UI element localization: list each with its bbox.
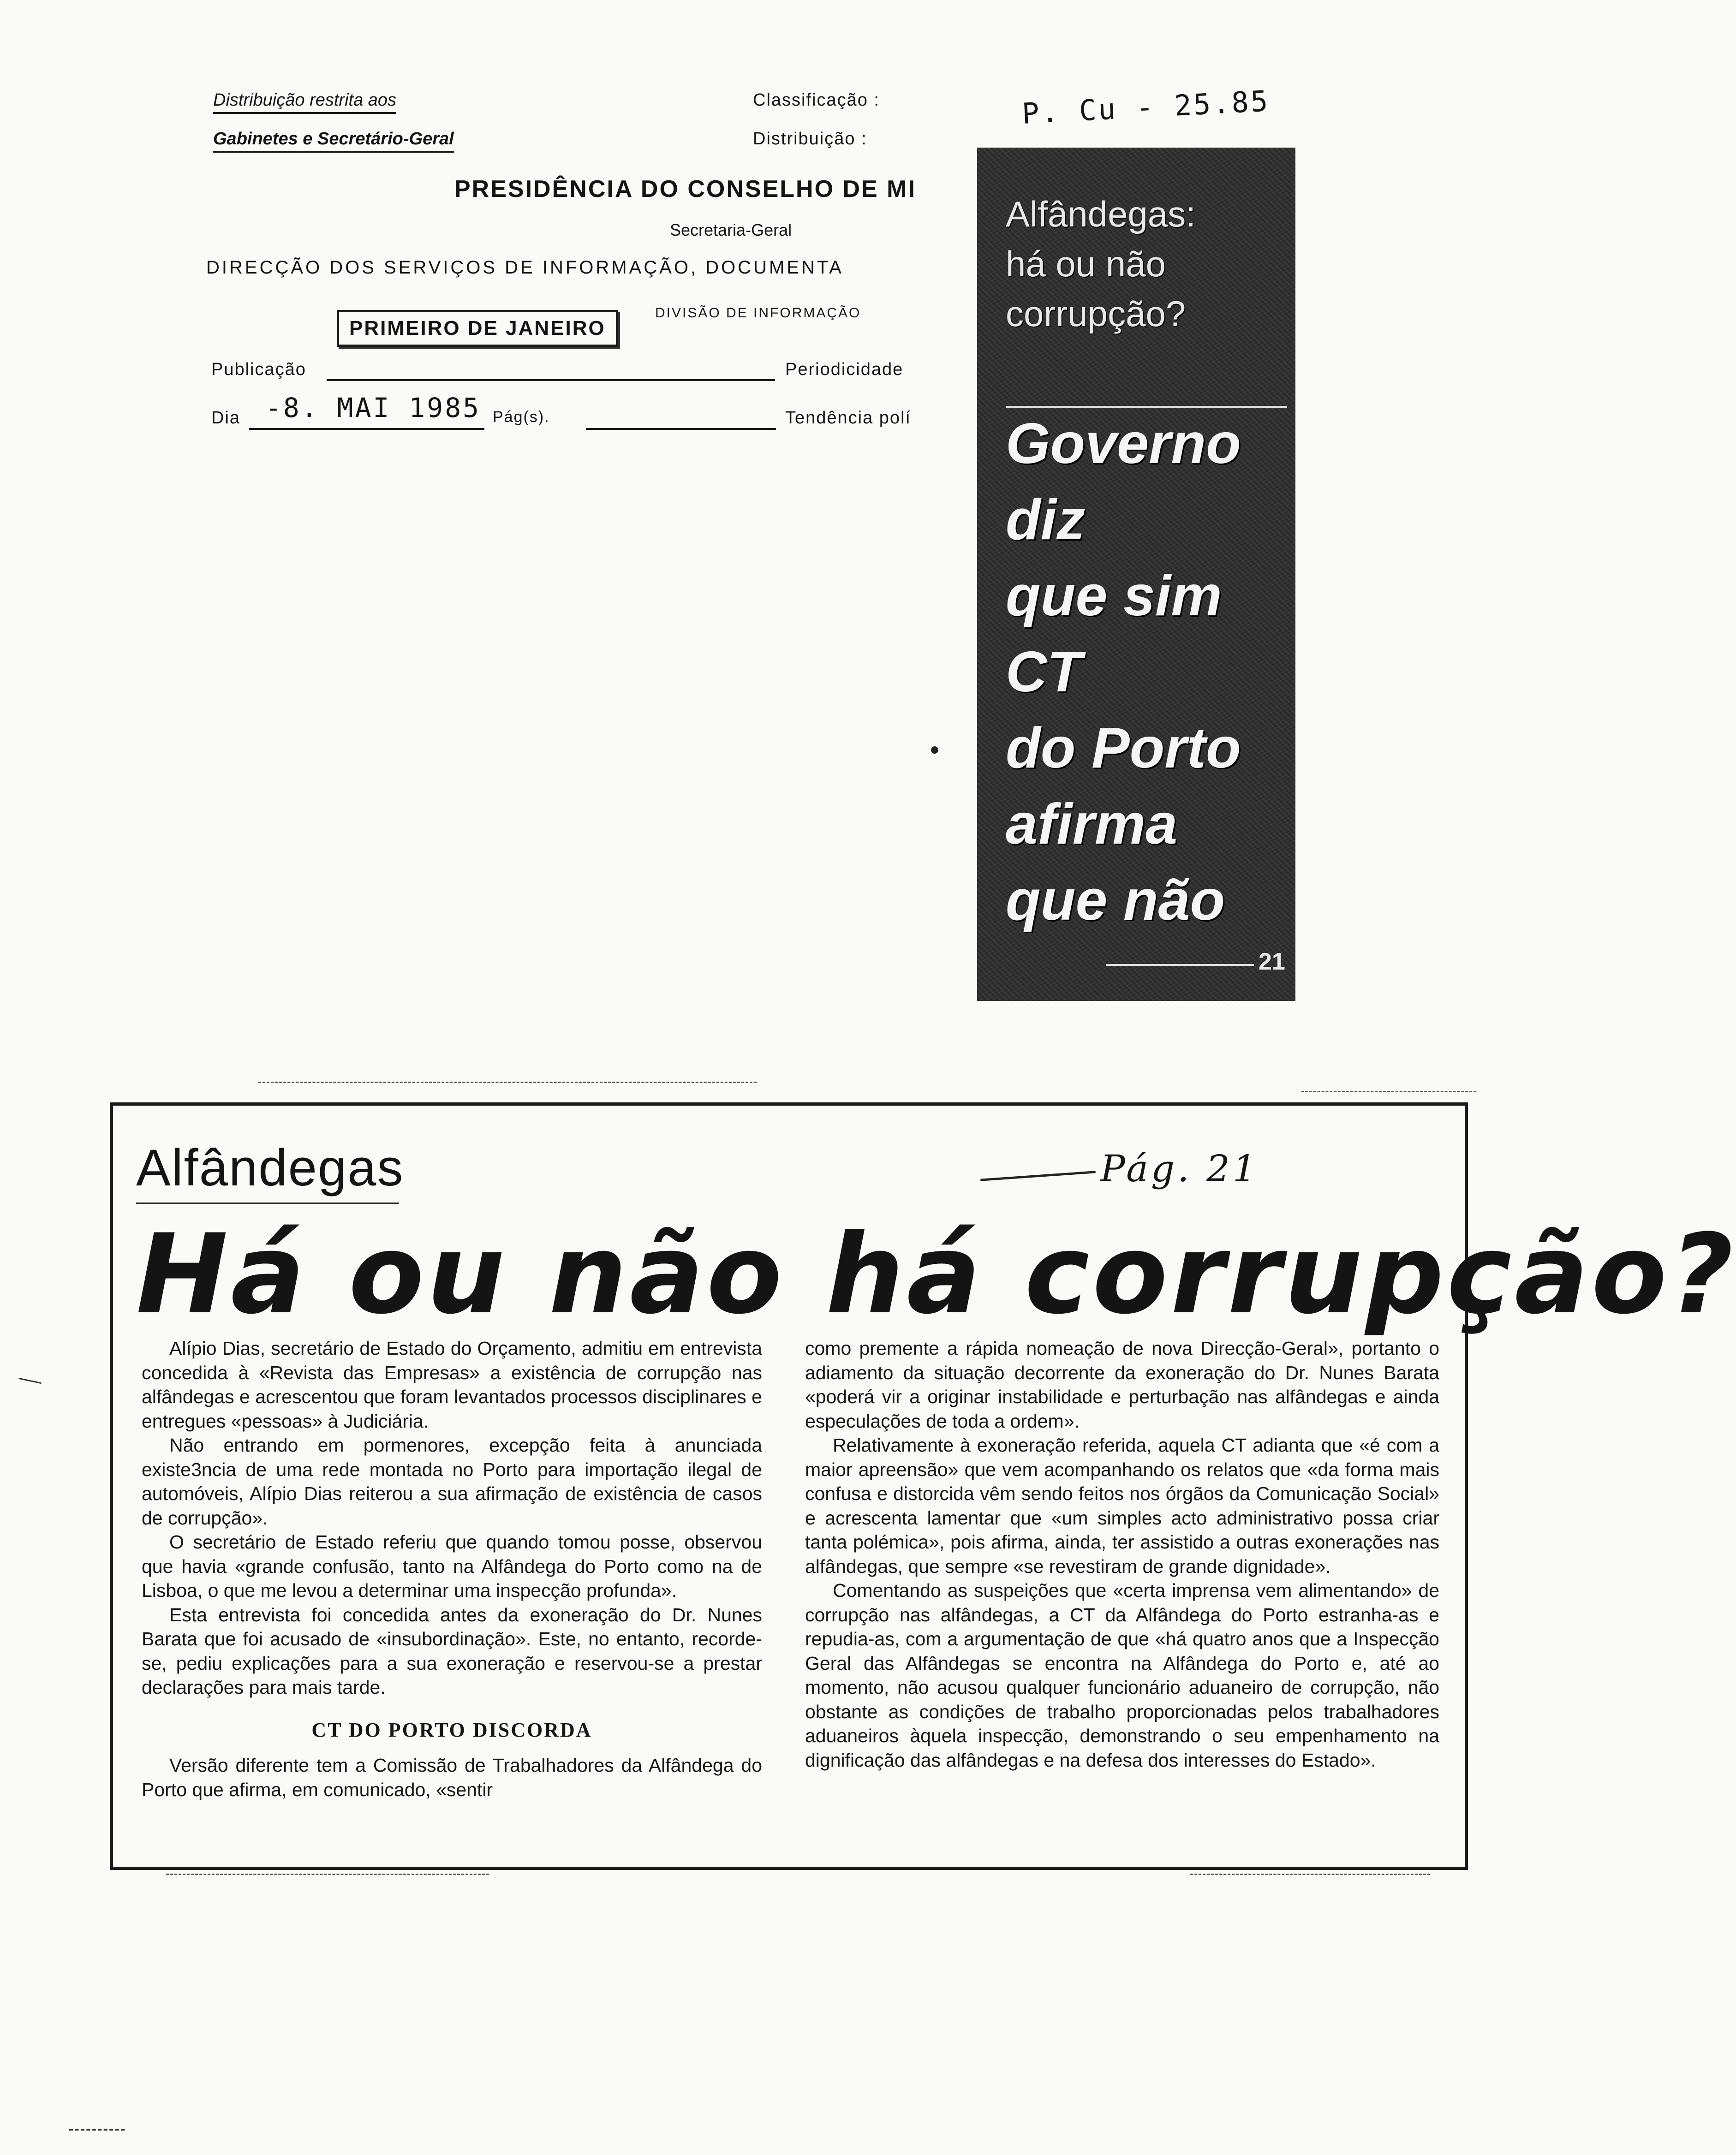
cut-line-dotted — [1190, 1874, 1430, 1875]
clipping-headline — [1006, 406, 1241, 939]
clipping-headline-line: afirma — [1006, 792, 1178, 856]
section-underline — [136, 1203, 399, 1204]
paragraph: Não entrando em pormenores, excepção feita à anunciada existe3ncia de uma rede montada no Porto para importação ilegal de automóveis, Alípio Dias reiterou a sua afirmação de existência de casos de corrupção». — [142, 1435, 762, 1529]
secretaria-geral: Secretaria-Geral — [670, 220, 792, 239]
handwritten-page-value: Pág. 21 — [1100, 1147, 1259, 1190]
publicacao-label: Publicação — [211, 360, 306, 379]
paragraph: O secretário de Estado referiu que quando tomou posse, observou que havia «grande confusão, tanto na Alfândega do Porto como na de Lisboa, o que me levou a determinar uma inspecção profunda». — [142, 1531, 762, 1601]
cut-line-dotted — [258, 1082, 757, 1083]
clipping-headline-line: que não — [1006, 869, 1225, 932]
clipping-headline-line: diz — [1006, 488, 1086, 552]
publicacao-line — [327, 379, 775, 381]
clipping-headline-line: do Porto — [1006, 716, 1241, 780]
section-label: Alfândegas — [136, 1139, 404, 1197]
dia-label: Dia — [211, 408, 241, 428]
handwritten-reference: P. Cu - 25.85 — [1021, 83, 1271, 131]
cut-line-dotted — [166, 1874, 489, 1875]
presidency-title: PRESIDÊNCIA DO CONSELHO DE MI — [454, 176, 916, 202]
article-box — [110, 1102, 1736, 1870]
direccao-servicos: DIRECÇÃO DOS SERVIÇOS DE INFORMAÇÃO, DOCUMENTA — [206, 257, 844, 278]
subheading: CT DO PORTO DISCORDA — [311, 1718, 592, 1741]
dia-line — [249, 428, 484, 430]
clipping-page-rule — [1106, 964, 1254, 966]
clipping-kicker-line: há ou não — [1006, 244, 1166, 284]
pags-label: Pág(s). — [493, 408, 550, 426]
handwritten-stroke — [980, 1171, 1096, 1181]
clipping-kicker — [1006, 189, 1196, 339]
publication-stamp: PRIMEIRO DE JANEIRO — [337, 310, 618, 347]
clipping-headline-line: CT — [1006, 640, 1082, 704]
cut-line-dotted — [1301, 1091, 1476, 1092]
clipping-page-ref: 21 — [1259, 948, 1285, 975]
clipping-kicker-line: corrupção? — [1006, 293, 1186, 334]
classificacao-label: Classificação : — [753, 90, 880, 110]
margin-mark — [18, 1378, 42, 1384]
clipping-kicker-line: Alfândegas: — [1006, 194, 1196, 234]
clipping-headline-line: que sim — [1006, 564, 1222, 628]
article-headline: Há ou não há corrupção? — [136, 1211, 1736, 1339]
paragraph: Versão diferente tem a Comissão de Trabalhadores da Alfândega do Porto que afirma, em comunicado, «sentir — [142, 1755, 762, 1800]
periodicidade-label: Periodicidade — [785, 360, 904, 379]
left-column — [142, 1336, 762, 1802]
bullet-mark — [931, 746, 938, 754]
paragraph: Relativamente à exoneração referida, aquela CT adianta que «é com a maior apreensão» que vem acompanhando os relatos que «da forma mais confusa e distorcida vêm sendo feitos nos órgãos da Comunicação Social» e acrescenta lamentar que «um simples acto administrativo possa criar tanta polémica», pois afirma, ainda, ter assistido a outras exonerações nas alfândegas, que sempre «se revestiram de grande dignidade». — [805, 1435, 1439, 1577]
tendencia-label: Tendência polí — [785, 408, 912, 428]
front-page-clipping — [977, 148, 1295, 1001]
distribution-note-line-1: Distribuição restrita aos — [213, 90, 396, 114]
paragraph-continued: como premente a rápida nomeação de nova Direcção-Geral», portanto o adiamento da situação decorrente da exoneração do Dr. Nunes Barata «poderá vir a originar instabilidade e perturbação nas alfândegas e ainda especulações de toda a ordem». — [805, 1338, 1439, 1432]
paragraph: Alípio Dias, secretário de Estado do Orçamento, admitiu em entrevista concedida à «Revista das Empresas» a existência de corrupção nas alfândegas e acrescentou que foram levantados processos disciplinares e entregues «pessoas» à Judiciária. — [142, 1338, 762, 1432]
divisao-informacao: DIVISÃO DE INFORMAÇÃO — [655, 305, 861, 321]
pags-line — [586, 428, 776, 430]
paragraph: Esta entrevista foi concedida antes da exoneração do Dr. Nunes Barata que foi acusado de «insubordinação». Este, no entanto, recorde-se, pediu explicações para a sua exoneração e reservou-se a prestar declarações para mais tarde. — [142, 1604, 762, 1698]
right-column — [805, 1336, 1439, 1772]
dia-value: -8. MAI 1985 — [265, 392, 481, 423]
paragraph: Comentando as suspeições que «certa imprensa vem alimentando» de corrupção nas alfândegas, a CT da Alfândega do Porto estranha-as e repudia-as, com a argumentação de que «há quatro anos que a Inspecção Geral das Alfândegas se encontra na Alfândega do Porto e, até ao momento, não acusou qualquer funcionário aduaneiro de corrupção, não obstante as condições de trabalho proporcionadas pelos trabalhadores aduaneiros àquela inspecção, demonstrando o seu empenhamento na dignificação das alfândegas e na defesa dos interesses do Estado». — [805, 1580, 1439, 1771]
handwritten-page-note — [1100, 1147, 1259, 1190]
footer-mark — [69, 2129, 125, 2131]
clipping-headline-line: Governo — [1006, 412, 1241, 476]
distribution-note-line-2: Gabinetes e Secretário-Geral — [213, 129, 454, 153]
distribuicao-label: Distribuição : — [753, 129, 867, 149]
